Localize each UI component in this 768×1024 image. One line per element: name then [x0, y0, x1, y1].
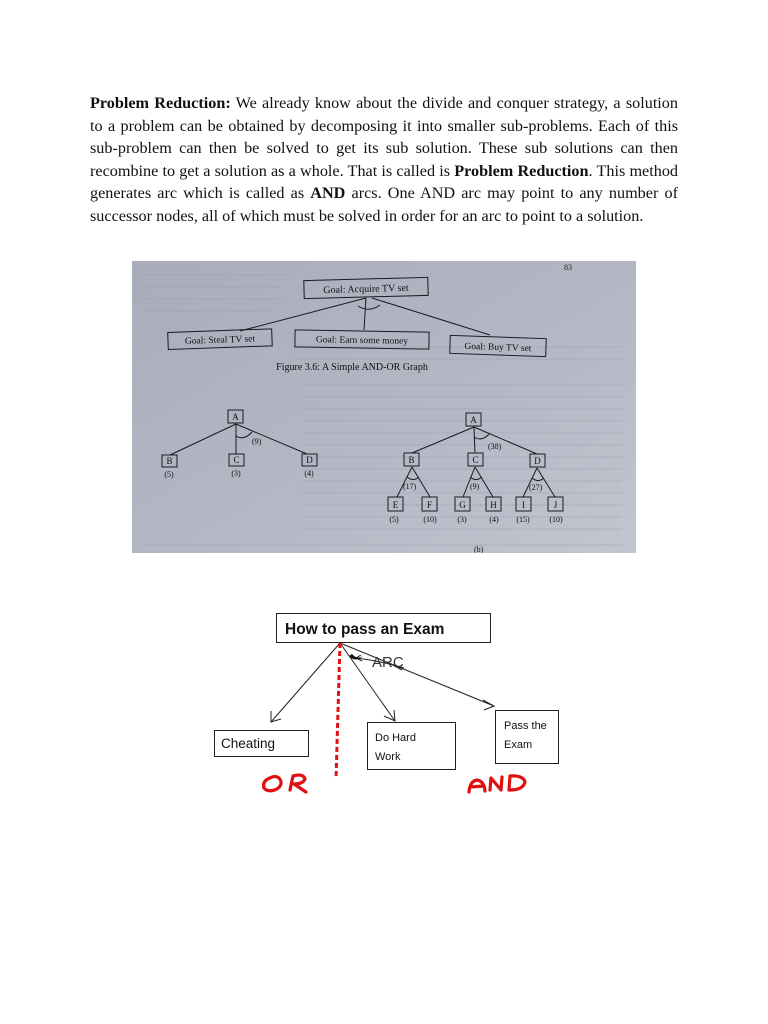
svg-text:H: H — [490, 500, 497, 510]
tree-b-sublabel: (b) — [474, 545, 484, 553]
svg-text:Goal: Acquire TV set: Goal: Acquire TV set — [323, 282, 409, 297]
svg-text:B: B — [408, 455, 415, 465]
hard-work-node-box — [368, 723, 456, 770]
problem-reduction-paragraph — [90, 92, 678, 228]
pass-exam-label-line1: Pass the — [504, 720, 547, 732]
paragraph-and-term: AND — [310, 184, 346, 203]
svg-text:(3): (3) — [457, 515, 467, 524]
pass-exam-node-box — [496, 711, 559, 764]
svg-text:(27): (27) — [529, 483, 543, 492]
arc-label: ARC — [372, 654, 404, 671]
svg-text:C: C — [233, 455, 240, 465]
svg-text:(3): (3) — [231, 469, 241, 478]
svg-text:F: F — [426, 500, 433, 510]
paragraph-bold-term: Problem Reduction — [454, 161, 589, 180]
tree-b-arc-cost: (38) — [488, 442, 502, 451]
svg-text:(4): (4) — [304, 469, 314, 478]
paragraph-text-1: We already know about the divide and conquer strategy, a solution to a problem can be obtained by decomposing it into smaller sub-problems. Each of this sub-problem can then be solved to get its sub solution. These sub solutions can then recombine to get a solution as a whole. That is called is — [90, 94, 678, 180]
photo-paper — [132, 261, 636, 553]
and-or-graph-photo — [132, 261, 636, 553]
svg-text:(9): (9) — [470, 482, 480, 491]
tree-a-arc-cost: (9) — [252, 437, 262, 446]
svg-text:D: D — [534, 456, 541, 466]
svg-text:E: E — [392, 500, 399, 510]
svg-text:(10): (10) — [423, 515, 437, 524]
handwritten-and — [469, 776, 525, 792]
svg-text:(5): (5) — [164, 470, 174, 479]
red-divider-line — [336, 643, 340, 779]
cheating-label: Cheating — [221, 736, 276, 751]
svg-text:G: G — [459, 500, 466, 510]
figure-caption: Figure 3.6: A Simple AND-OR Graph — [276, 362, 428, 373]
svg-text:(5): (5) — [389, 515, 399, 524]
svg-text:B: B — [166, 456, 173, 466]
svg-text:D: D — [306, 455, 313, 465]
paragraph-text-2: . This method generates arc which is called as — [90, 161, 679, 203]
paragraph-text-3: arcs. One AND arc may point to any number of successor nodes, all of which must be solved in order for an arc to point to a solution. — [90, 184, 678, 225]
svg-text:(10): (10) — [549, 515, 563, 524]
pass-exam-label-line2: Exam — [504, 739, 533, 751]
page-number: 83 — [564, 263, 572, 272]
handwritten-or — [264, 775, 306, 792]
svg-text:(15): (15) — [516, 515, 530, 524]
exam-and-or-diagram — [0, 600, 768, 820]
svg-text:(17): (17) — [403, 482, 417, 491]
svg-text:C: C — [472, 455, 479, 465]
root-node-box — [277, 614, 491, 643]
svg-text:A: A — [232, 412, 239, 422]
svg-text:I: I — [522, 500, 525, 510]
cheating-node-box — [215, 731, 309, 757]
svg-text:J: J — [553, 500, 558, 510]
hard-work-label-line1: Do Hard — [375, 732, 416, 744]
svg-text:A: A — [470, 415, 477, 425]
svg-text:Goal: Earn some money: Goal: Earn some money — [315, 335, 409, 347]
svg-text:(4): (4) — [489, 515, 499, 524]
root-node-label: How to pass an Exam — [285, 621, 445, 638]
svg-text:Goal: Steal TV set: Goal: Steal TV set — [184, 334, 256, 347]
paragraph-lead: Problem Reduction: — [90, 94, 231, 112]
svg-text:Goal: Buy TV set: Goal: Buy TV set — [464, 341, 532, 355]
hard-work-label-line2: Work — [375, 751, 401, 763]
